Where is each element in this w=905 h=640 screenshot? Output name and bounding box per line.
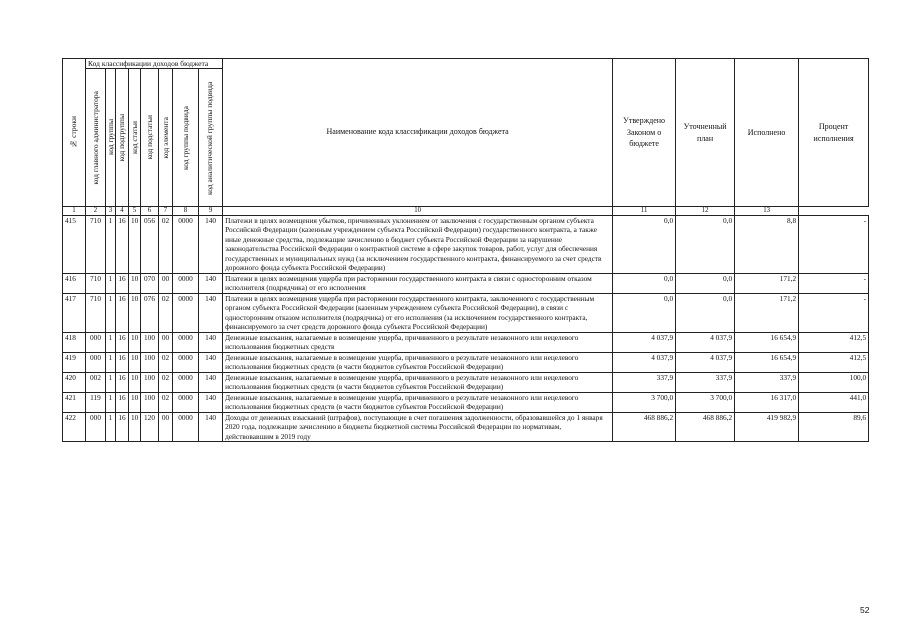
code-cell: 10 <box>129 332 141 352</box>
table-row <box>63 412 869 441</box>
approved-cell: 3 700,0 <box>613 392 676 412</box>
code-subheader: код элемента <box>159 69 173 207</box>
approved-cell: 4 037,9 <box>613 332 676 352</box>
refined-cell: 4 037,9 <box>676 332 735 352</box>
code-cell: 1 <box>106 216 116 274</box>
code-cell: 0000 <box>173 412 199 441</box>
page-number: 52 <box>860 605 870 615</box>
code-subheader: код главного администратора <box>86 69 106 207</box>
code-cell: 16 <box>116 392 129 412</box>
revenue-name-cell: Денежные взыскания, налагаемые в возмещение ущерба, причиненного в результате незаконного или нецелевого использования бюджетных средств (в части бюджетов субъектов Российской Федерации) <box>223 372 613 392</box>
code-cell: 140 <box>199 273 223 293</box>
revenue-name-cell: Платежи в целях возмещения ущерба при расторжении государственного контракта, заключенного с государственным органом субъекта Российской Федерации (казенным учреждением субъекта Российской Федерации), в связи с односторонним отказом исполнителя (подрядчика) от его исполнения (за исключением государственного контракта, финансируемого за счет средств дорожного фонда субъекта Российской Федерации) <box>223 293 613 332</box>
code-cell: 140 <box>199 332 223 352</box>
approved-cell: 0,0 <box>613 216 676 274</box>
code-cell: 10 <box>129 352 141 372</box>
executed-cell: 16 317,0 <box>735 392 799 412</box>
code-cell: 00 <box>159 412 173 441</box>
code-cell: 710 <box>86 273 106 293</box>
table-header <box>63 59 869 216</box>
code-cell: 02 <box>159 352 173 372</box>
column-number-cell: 11 <box>613 207 676 216</box>
executed-cell: 16 654,9 <box>735 352 799 372</box>
revenue-name-cell: Доходы от денежных взысканий (штрафов), поступающие в счет погашения задолженности, образовавшейся до 1 января 2020 года, подлежащие зачислению в бюджеты бюджетной системы Российской Федерации по нормативам, действовавшим в 2019 году <box>223 412 613 441</box>
code-cell: 0000 <box>173 372 199 392</box>
code-cell: 16 <box>116 412 129 441</box>
code-cell: 1 <box>106 392 116 412</box>
code-cell: 120 <box>141 412 159 441</box>
row-number-cell: 418 <box>63 332 86 352</box>
column-number-cell: 10 <box>223 207 613 216</box>
code-cell: 0000 <box>173 273 199 293</box>
code-cell: 02 <box>159 372 173 392</box>
column-number-cell: 8 <box>173 207 199 216</box>
column-number-cell: 1 <box>63 207 86 216</box>
revenue-name-cell: Платежи в целях возмещения ущерба при расторжении государственного контракта в связи с односторонним отказом исполнителя (подрядчика) от его исполнения <box>223 273 613 293</box>
executed-cell: 171,2 <box>735 293 799 332</box>
refined-cell: 337,9 <box>676 372 735 392</box>
approved-cell: 468 886,2 <box>613 412 676 441</box>
column-number-cell: 13 <box>735 207 799 216</box>
column-number-cell: 2 <box>86 207 106 216</box>
code-cell: 100 <box>141 352 159 372</box>
code-cell: 070 <box>141 273 159 293</box>
code-cell: 16 <box>116 273 129 293</box>
row-number-cell: 419 <box>63 352 86 372</box>
code-subheader: код подстатьи <box>141 69 159 207</box>
refined-cell: 468 886,2 <box>676 412 735 441</box>
code-cell: 1 <box>106 332 116 352</box>
row-number-cell: 422 <box>63 412 86 441</box>
code-cell: 000 <box>86 412 106 441</box>
approved-cell: 0,0 <box>613 273 676 293</box>
table-row <box>63 216 869 274</box>
code-cell: 1 <box>106 293 116 332</box>
code-cell: 140 <box>199 372 223 392</box>
code-cell: 710 <box>86 293 106 332</box>
executed-cell: 8,8 <box>735 216 799 274</box>
percent-cell: 412,5 <box>799 352 869 372</box>
code-cell: 00 <box>159 273 173 293</box>
code-cell: 10 <box>129 293 141 332</box>
code-cell: 000 <box>86 352 106 372</box>
row-number-cell: 415 <box>63 216 86 274</box>
code-cell: 1 <box>106 273 116 293</box>
code-cell: 0000 <box>173 332 199 352</box>
column-number-cell: 3 <box>106 207 116 216</box>
executed-cell: 16 654,9 <box>735 332 799 352</box>
code-cell: 02 <box>159 293 173 332</box>
refined-cell: 0,0 <box>676 216 735 274</box>
code-cell: 1 <box>106 372 116 392</box>
code-cell: 16 <box>116 216 129 274</box>
column-number-cell: 4 <box>116 207 129 216</box>
percent-column-header: Процент исполнения <box>799 59 869 207</box>
code-cell: 100 <box>141 372 159 392</box>
code-subheader: код группы <box>106 69 116 207</box>
code-cell: 10 <box>129 392 141 412</box>
code-cell: 02 <box>159 392 173 412</box>
code-subheader: код статьи <box>129 69 141 207</box>
name-column-header: Наименование кода классификации доходов бюджета <box>223 59 613 207</box>
revenue-name-cell: Денежные взыскания, налагаемые в возмещение ущерба, причиненного в результате незаконного или нецелевого использования бюджетных средств <box>223 332 613 352</box>
executed-cell: 337,9 <box>735 372 799 392</box>
column-number-row <box>63 207 869 216</box>
executed-column-header: Исполнено <box>735 59 799 207</box>
row-number-cell: 417 <box>63 293 86 332</box>
executed-cell: 419 982,9 <box>735 412 799 441</box>
code-cell: 10 <box>129 372 141 392</box>
code-cell: 10 <box>129 412 141 441</box>
row-number-cell: 421 <box>63 392 86 412</box>
code-cell: 056 <box>141 216 159 274</box>
percent-cell: 100,0 <box>799 372 869 392</box>
code-cell: 140 <box>199 352 223 372</box>
table-body <box>63 216 869 442</box>
code-cell: 0000 <box>173 216 199 274</box>
code-cell: 16 <box>116 332 129 352</box>
code-cell: 00 <box>159 332 173 352</box>
code-cell: 0000 <box>173 293 199 332</box>
column-number-cell: 12 <box>676 207 735 216</box>
refined-column-header: Уточненный план <box>676 59 735 207</box>
code-cell: 140 <box>199 412 223 441</box>
code-cell: 1 <box>106 412 116 441</box>
refined-cell: 4 037,9 <box>676 352 735 372</box>
refined-cell: 3 700,0 <box>676 392 735 412</box>
code-cell: 0000 <box>173 392 199 412</box>
table-row <box>63 392 869 412</box>
classification-code-header: Код классификации доходов бюджета <box>86 59 223 69</box>
revenue-name-cell: Денежные взыскания, налагаемые в возмещение ущерба, причиненного в результате незаконного или нецелевого использования бюджетных средств (в части бюджетов субъектов Российской Федерации) <box>223 392 613 412</box>
percent-cell: - <box>799 273 869 293</box>
table-row <box>63 293 869 332</box>
approved-cell: 4 037,9 <box>613 352 676 372</box>
code-cell: 100 <box>141 392 159 412</box>
percent-cell: - <box>799 293 869 332</box>
code-cell: 1 <box>106 352 116 372</box>
percent-cell: 441,0 <box>799 392 869 412</box>
code-cell: 000 <box>86 332 106 352</box>
row-number-cell: 420 <box>63 372 86 392</box>
column-number-cell: 7 <box>159 207 173 216</box>
percent-cell: 89,6 <box>799 412 869 441</box>
code-subheader: код аналитической группы подвида <box>199 69 223 207</box>
percent-cell: - <box>799 216 869 274</box>
revenue-name-cell: Платежи в целях возмещения убытков, причиненных уклонением от заключения с государственным органом субъекта Российской Федерации (казенным учреждением субъекта Российской Федерации) государственного контракта, а также иные денежные средства, подлежащие зачислению в бюджет субъекта Российской Федерации за нарушение законодательства Российской Федерации о контрактной системе в сфере закупок товаров, работ, услуг для обеспечения государственных и муниципальных нужд (за исключением государственного контракта, финансируемого за счет средств дорожного фонда субъекта Российской Федерации) <box>223 216 613 274</box>
code-cell: 100 <box>141 332 159 352</box>
table-row <box>63 372 869 392</box>
executed-cell: 171,2 <box>735 273 799 293</box>
code-cell: 02 <box>159 216 173 274</box>
refined-cell: 0,0 <box>676 273 735 293</box>
revenue-name-cell: Денежные взыскания, налагаемые в возмещение ущерба, причиненного в результате незаконного или нецелевого использования бюджетных средств (в части бюджетов субъектов Российской Федерации) <box>223 352 613 372</box>
code-cell: 10 <box>129 273 141 293</box>
code-cell: 16 <box>116 352 129 372</box>
approved-column-header: Утверждено Законом о бюджете <box>613 59 676 207</box>
column-number-cell: 6 <box>141 207 159 216</box>
code-cell: 140 <box>199 216 223 274</box>
code-cell: 10 <box>129 216 141 274</box>
code-subheader: код группы подвида <box>173 69 199 207</box>
code-cell: 140 <box>199 392 223 412</box>
code-cell: 0000 <box>173 352 199 372</box>
code-cell: 140 <box>199 293 223 332</box>
column-number-cell: 9 <box>199 207 223 216</box>
row-number-header: № строки <box>63 59 86 207</box>
column-number-cell: 5 <box>129 207 141 216</box>
code-cell: 076 <box>141 293 159 332</box>
table-row <box>63 332 869 352</box>
table-row <box>63 352 869 372</box>
code-cell: 710 <box>86 216 106 274</box>
percent-cell: 412,5 <box>799 332 869 352</box>
table-row <box>63 273 869 293</box>
code-cell: 16 <box>116 372 129 392</box>
budget-table <box>62 58 869 442</box>
code-cell: 16 <box>116 293 129 332</box>
code-cell: 002 <box>86 372 106 392</box>
code-subheader: код подгруппы <box>116 69 129 207</box>
approved-cell: 0,0 <box>613 293 676 332</box>
approved-cell: 337,9 <box>613 372 676 392</box>
row-number-cell: 416 <box>63 273 86 293</box>
refined-cell: 0,0 <box>676 293 735 332</box>
code-cell: 119 <box>86 392 106 412</box>
